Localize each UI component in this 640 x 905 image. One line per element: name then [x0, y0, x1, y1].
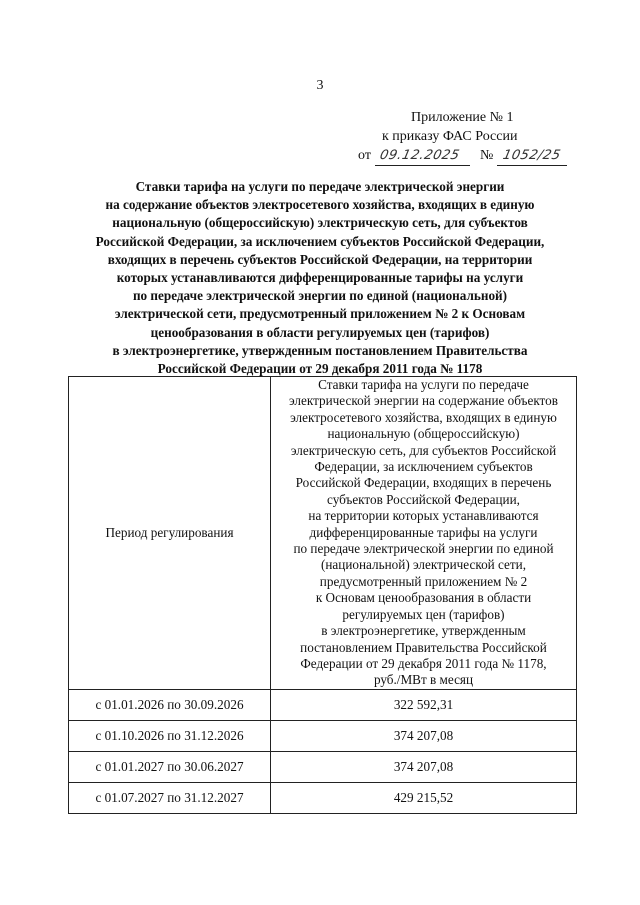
- title-line: ценообразования в области регулируемых цен (тарифов): [150, 324, 490, 340]
- rate-cell: 429 215,52: [271, 782, 577, 813]
- title-line: Российской Федерации от 29 декабря 2011 года № 1178: [157, 361, 483, 377]
- header-period: Период регулирования: [69, 377, 271, 690]
- title-line: национальную (общероссийскую) электрическую сеть, для субъектов: [112, 215, 528, 231]
- header-line: электросетевого хозяйства, входящих в единую: [290, 409, 557, 425]
- appendix-title: Приложение № 1: [411, 110, 514, 125]
- rate-cell: 374 207,08: [271, 720, 577, 751]
- header-line: Федерации, за исключением субъектов: [314, 459, 533, 475]
- table-row: [69, 689, 577, 720]
- number-label: №: [480, 148, 494, 163]
- rate-cell: 322 592,31: [271, 689, 577, 720]
- header-rate: [271, 377, 577, 690]
- table-row: [69, 782, 577, 813]
- appendix-header: [355, 108, 585, 168]
- header-line: национальную (общероссийскую): [327, 426, 520, 442]
- header-line: по передаче электрической энергии по единой: [293, 541, 554, 557]
- title-line: на содержание объектов электросетевого хозяйства, входящих в единую: [105, 197, 535, 213]
- title-line: в электроэнергетике, утвержденным постановлением Правительства: [112, 342, 528, 358]
- title-line: которых устанавливаются дифференцированные тарифы на услуги: [116, 270, 524, 286]
- period-cell: с 01.07.2027 по 31.12.2027: [69, 782, 271, 813]
- header-line: субъектов Российской Федерации,: [327, 491, 520, 507]
- header-line: электрической энергии на содержание объектов: [289, 393, 558, 409]
- period-cell: с 01.01.2026 по 30.09.2026: [69, 689, 271, 720]
- tariff-table: [68, 376, 577, 814]
- header-line: руб./МВт в месяц: [373, 672, 474, 688]
- table-row: [69, 751, 577, 782]
- header-line: на территории которых устанавливаются: [308, 508, 539, 524]
- appendix-date-number: [355, 146, 585, 168]
- title-line: Российской Федерации, за исключением субъектов Российской Федерации,: [95, 233, 545, 249]
- handwritten-date: 09.12.2025: [378, 148, 462, 163]
- header-line: предусмотренный приложением № 2: [319, 573, 528, 589]
- table-row: [69, 720, 577, 751]
- header-line: дифференцированные тарифы на услуги: [309, 524, 538, 540]
- header-line: Федерации от 29 декабря 2011 года № 1178,: [300, 655, 547, 671]
- title-line: по передаче электрической энергии по единой (национальной): [132, 288, 508, 304]
- table-header-row: [69, 377, 577, 690]
- date-underline: [375, 165, 470, 166]
- header-line: регулируемых цен (тарифов): [342, 606, 505, 622]
- document-title: [60, 178, 580, 378]
- rate-cell: 374 207,08: [271, 751, 577, 782]
- title-line: электрической сети, предусмотренный приложением № 2 к Основам: [114, 306, 526, 322]
- header-line: Ставки тарифа на услуги по передаче: [318, 377, 529, 392]
- number-underline: [497, 165, 567, 166]
- header-line: к Основам ценообразования в области: [315, 590, 532, 606]
- header-line: Российской Федерации, входящих в перечень: [295, 475, 552, 491]
- handwritten-number: 1052/25: [501, 148, 563, 163]
- period-cell: с 01.10.2026 по 31.12.2026: [69, 720, 271, 751]
- header-line: постановлением Правительства Российской: [300, 639, 547, 655]
- appendix-order-ref: к приказу ФАС России: [382, 129, 518, 144]
- period-cell: с 01.01.2027 по 30.06.2027: [69, 751, 271, 782]
- header-line: в электроэнергетике, утвержденным: [321, 623, 526, 639]
- title-line: входящих в перечень субъектов Российской Федерации, на территории: [107, 251, 533, 267]
- from-label: от: [358, 148, 371, 163]
- header-line: электрическую сеть, для субъектов Российской: [290, 442, 557, 458]
- header-line: (национальной) электрической сети,: [320, 557, 527, 573]
- title-line: Ставки тарифа на услуги по передаче электрической энергии: [135, 179, 505, 194]
- page-number: 3: [316, 78, 324, 93]
